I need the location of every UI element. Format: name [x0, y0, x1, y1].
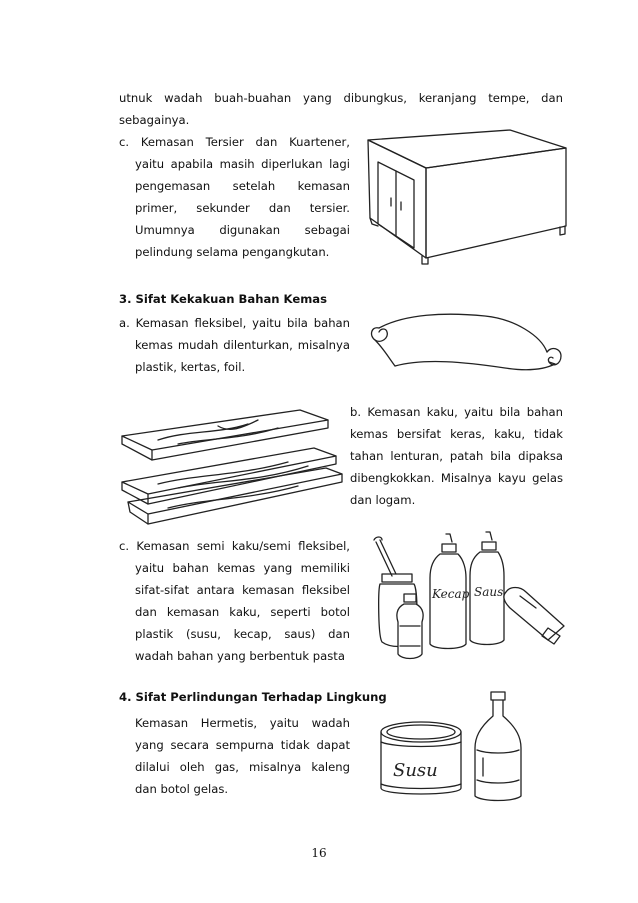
can-and-bottle-illustration [375, 688, 561, 806]
wooden-planks-illustration [118, 404, 342, 528]
semi-line-1: c. Kemasan semi kaku/semi fleksibel, [119, 539, 350, 553]
kaku-line-1: b. Kemasan kaku, yaitu bila bahan [350, 405, 563, 419]
semi-rigid-containers-illustration [370, 530, 570, 670]
item-kemasan-semi-kaku [119, 535, 350, 667]
fleksibel-line-2: kemas mudah dilenturkan, misalnya [135, 338, 350, 352]
tersier-line-2: yaitu apabila masih diperlukan lagi [135, 157, 350, 171]
item-kemasan-fleksibel [119, 312, 350, 378]
hermetis-line-1: Kemasan Hermetis, yaitu wadah [135, 716, 350, 730]
tersier-line-6: pelindung selama pengangkutan. [135, 245, 330, 259]
tersier-line-3: pengemasan setelah kemasan [135, 179, 350, 193]
page-number: 16 [311, 846, 327, 860]
cabinet-illustration [360, 126, 572, 268]
semi-line-4: dan kemasan kaku, seperti botol [135, 605, 350, 619]
hermetis-line-2: yang secara sempurna tidak dapat [135, 738, 350, 752]
fleksibel-line-1: a. Kemasan fleksibel, yaitu bila bahan [119, 316, 350, 330]
susu-can-label: Susu [393, 760, 438, 781]
tersier-line-5: Umumnya digunakan sebagai [135, 223, 350, 237]
item-kemasan-kaku [350, 401, 563, 511]
hermetis-line-4: dan botol gelas. [135, 782, 229, 796]
intro-paragraph [119, 87, 563, 131]
section-4-heading: 4. Sifat Perlindungan Terhadap Lingkung [119, 690, 387, 704]
semi-line-6: wadah bahan yang berbentuk pasta [135, 649, 345, 663]
semi-line-5: plastik (susu, kecap, saus) dan [135, 627, 350, 641]
tersier-line-1: c. Kemasan Tersier dan Kuartener, [119, 135, 350, 149]
kaku-line-3: tahan lenturan, patah bila dipaksa [350, 449, 563, 463]
kaku-line-2: kemas bersifat keras, kaku, tidak [350, 427, 563, 441]
kaku-line-4: dibengkokkan. Misalnya kayu gelas [350, 471, 563, 485]
item-kemasan-tersier [119, 131, 350, 263]
semi-line-3: sifat-sifat antara kemasan fleksibel [135, 583, 350, 597]
intro-line-2: sebagainya. [119, 113, 190, 127]
kaku-line-5: dan logam. [350, 493, 416, 507]
intro-line-1: utnuk wadah buah-buahan yang dibungkus, keranjang tempe, dan [119, 91, 563, 105]
fleksibel-line-3: plastik, kertas, foil. [135, 360, 246, 374]
item-kemasan-hermetis [135, 712, 350, 800]
paper-sheet-illustration [365, 306, 565, 378]
saus-bottle-label: Saus [474, 585, 504, 599]
semi-line-2: yaitu bahan kemas yang memiliki [135, 561, 350, 575]
hermetis-line-3: dilalui oleh gas, misalnya kaleng [135, 760, 350, 774]
tersier-line-4: primer, sekunder dan tersier. [135, 201, 350, 215]
kecap-bottle-label: Kecap [432, 587, 470, 601]
section-3-heading: 3. Sifat Kekakuan Bahan Kemas [119, 292, 328, 306]
